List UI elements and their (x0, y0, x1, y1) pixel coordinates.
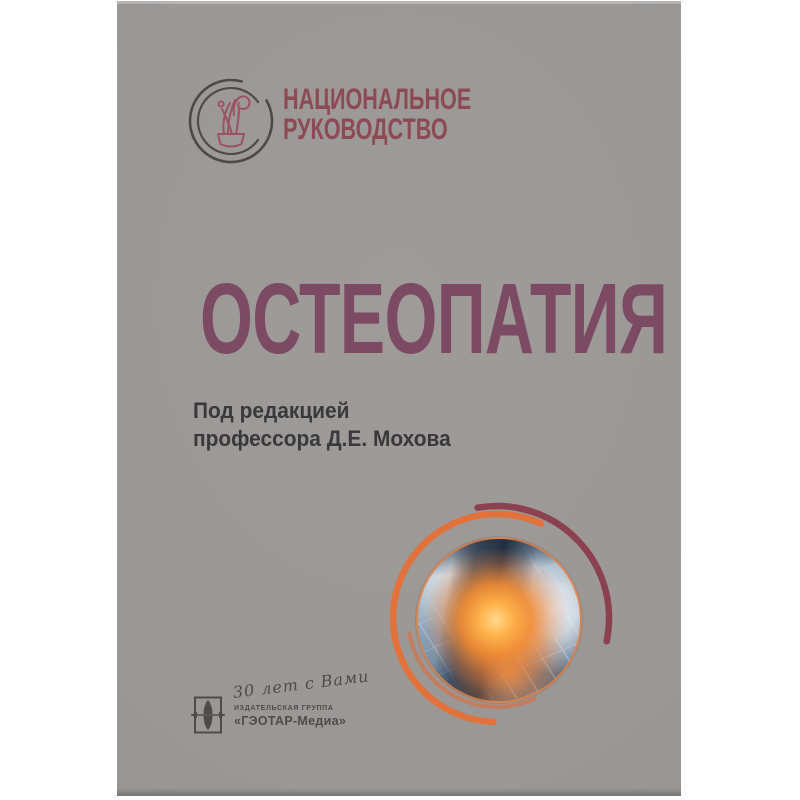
editor-line-1: Под редакцией (193, 398, 350, 423)
publisher-block (191, 666, 371, 735)
editor-line-2: профессора Д.Е. Мохова (193, 426, 451, 451)
series-title (283, 85, 471, 145)
osteopathy-treatment-photo (416, 537, 582, 703)
publisher-name: «ГЭОТАР-Медиа» (234, 714, 347, 728)
anniversary-script: 30 лет с Вами (231, 666, 371, 702)
editor-credit (193, 397, 451, 453)
national-guide-emblem-icon (185, 75, 277, 167)
publisher-group-label: ИЗДАТЕЛЬСКАЯ ГРУППА (234, 705, 334, 712)
book-cover (117, 1, 681, 796)
series-line-2: РУКОВОДСТВО (283, 113, 448, 146)
series-line-1: НАЦИОНАЛЬНОЕ (283, 83, 472, 116)
publisher-logo-icon (191, 695, 225, 735)
book-title: ОСТЕОПАТИЯ (200, 263, 668, 375)
